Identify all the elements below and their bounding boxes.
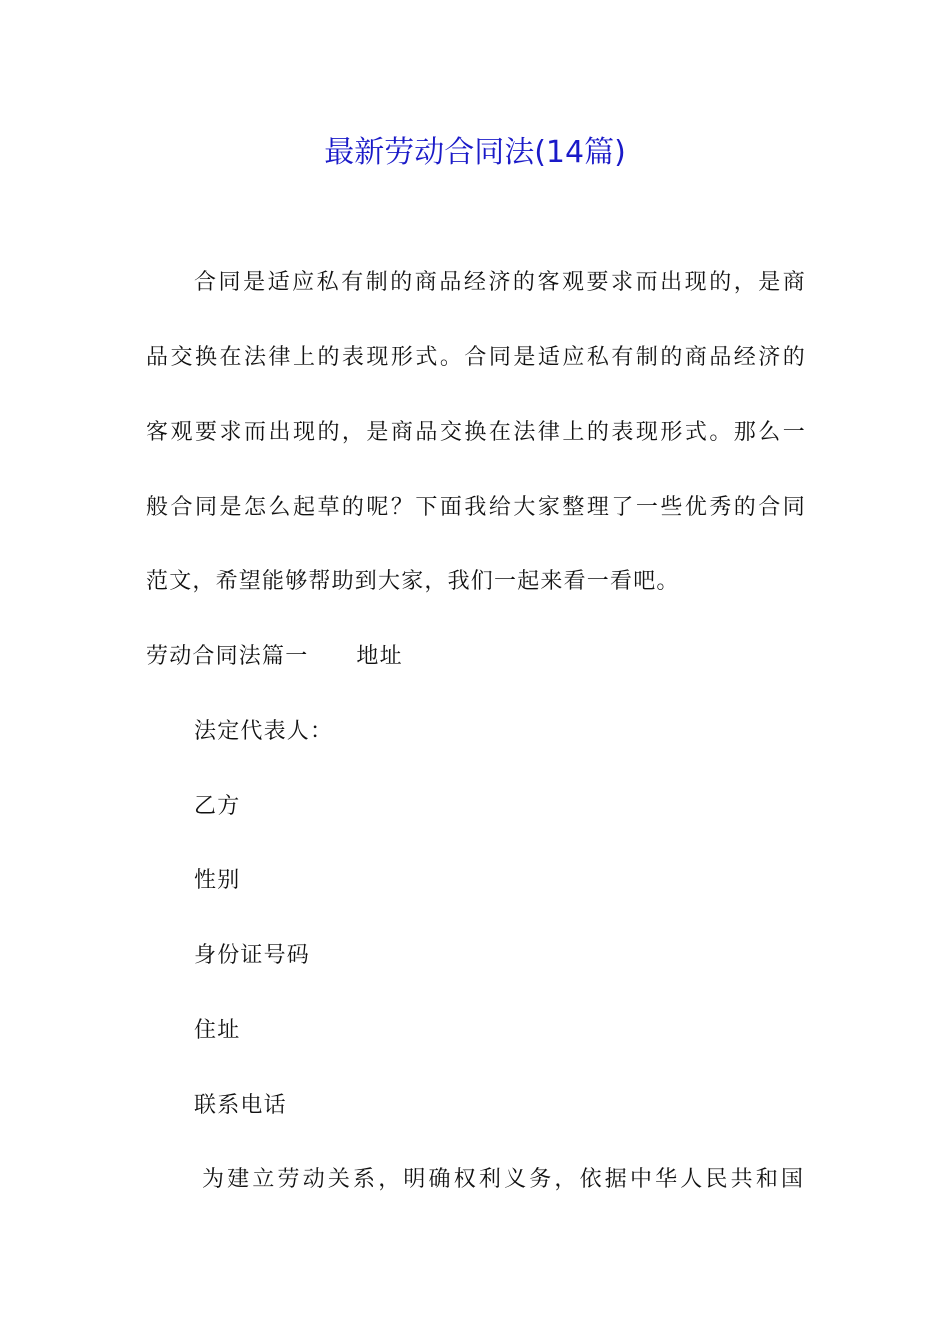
intro-line: 品交换在法律上的表现形式。合同是适应私有制的商品经济的 bbox=[146, 345, 806, 370]
intro-line: 合同是适应私有制的商品经济的客观要求而出现的，是商 bbox=[194, 270, 806, 295]
document-title: 最新劳动合同法(14篇) bbox=[324, 135, 626, 170]
section-heading: 劳动合同法篇一 bbox=[146, 644, 309, 669]
address-label: 地址 bbox=[356, 644, 403, 669]
field-id-number: 身份证号码 bbox=[194, 943, 311, 968]
field-legal-representative: 法定代表人： bbox=[194, 719, 334, 744]
field-gender: 性别 bbox=[194, 868, 241, 893]
body-paragraph-line: 为建立劳动关系，明确权利义务，依据中华人民共和国 bbox=[202, 1167, 806, 1192]
field-address: 住址 bbox=[194, 1018, 241, 1043]
field-party-b: 乙方 bbox=[194, 794, 241, 819]
field-phone: 联系电话 bbox=[194, 1093, 287, 1118]
intro-line: 般合同是怎么起草的呢？下面我给大家整理了一些优秀的合同 bbox=[146, 495, 806, 520]
intro-line: 客观要求而出现的，是商品交换在法律上的表现形式。那么一 bbox=[146, 420, 806, 445]
section-heading-row bbox=[146, 642, 403, 672]
intro-line: 范文，希望能够帮助到大家，我们一起来看一看吧。 bbox=[146, 569, 680, 594]
